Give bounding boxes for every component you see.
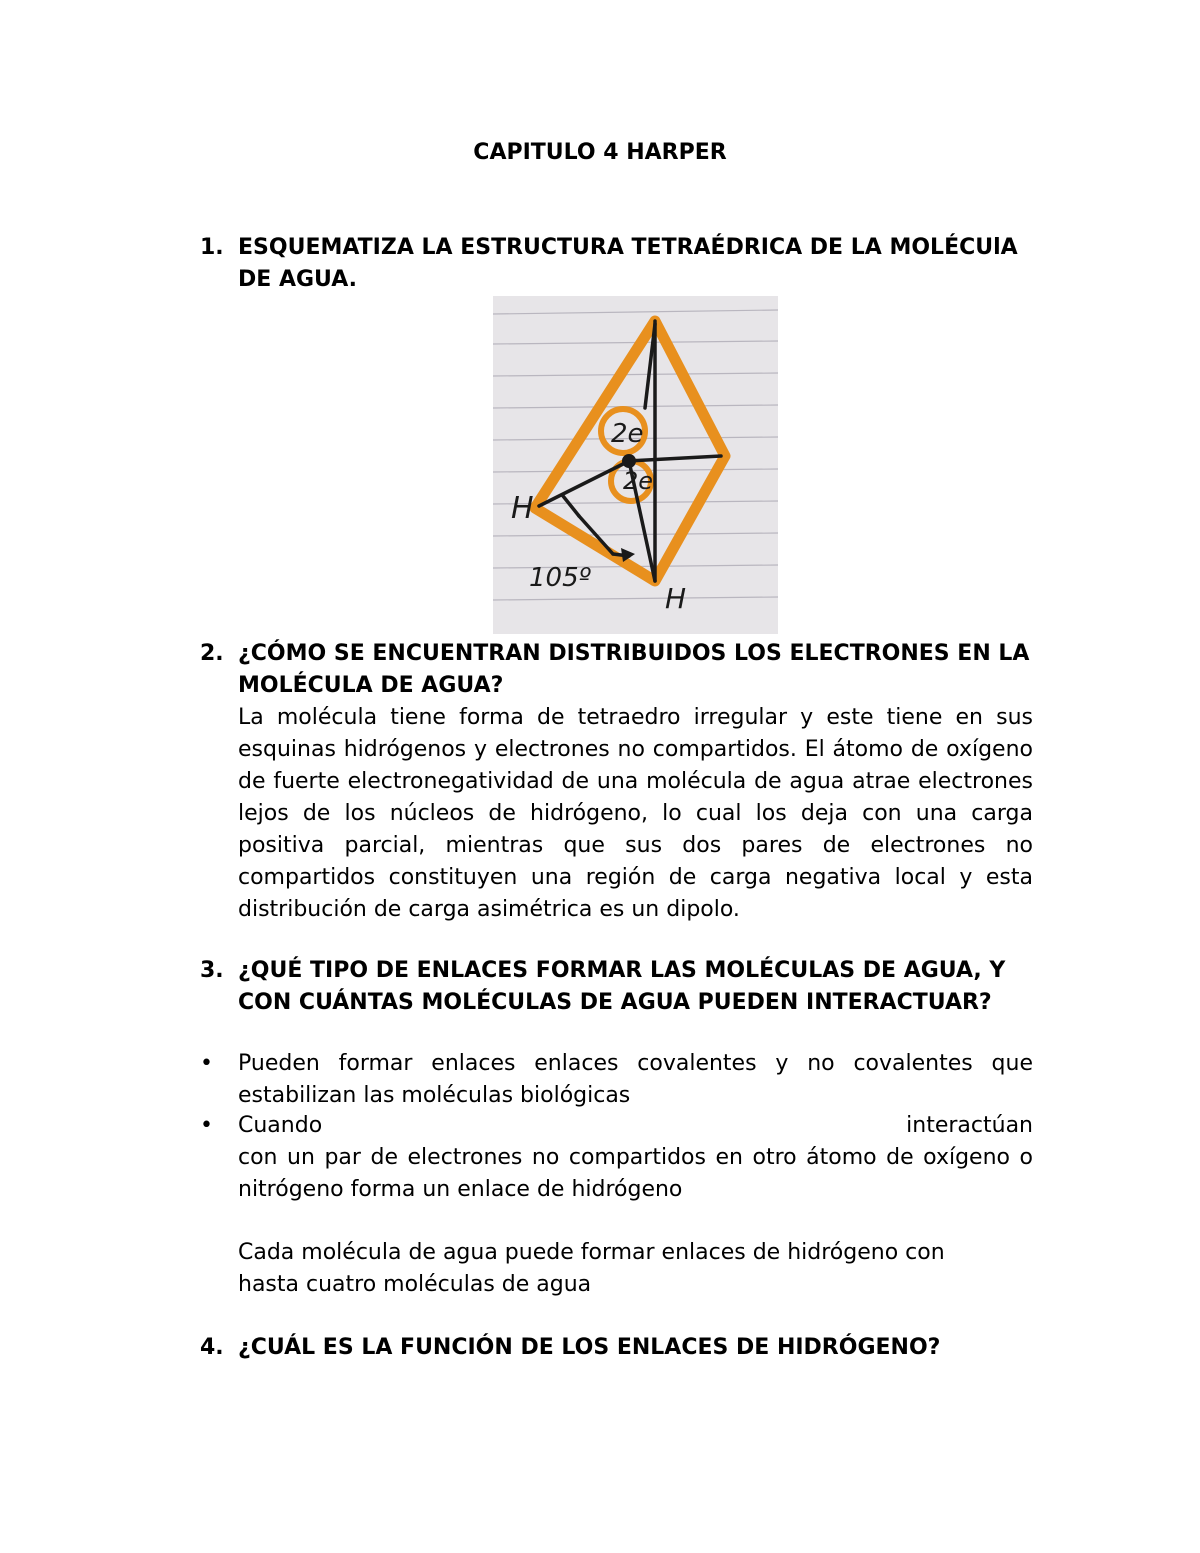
answer-2-paragraph: La molécula tiene forma de tetraedro irregular y este tiene en sus esquinas hidrógenos y electrones no compartidos. El átomo de oxígeno de fuerte electronegatividad de una molécula de agua atrae electrones lejos de los núcleos de hidrógeno, lo cual los deja con una carga positiva parcial, mientras que sus dos pares de electrones no compartidos constituyen una región de carga negativa local y esta distribución de carga asimétrica es un dipolo.: [238, 705, 1033, 922]
bullet-symbol: •: [200, 1113, 213, 1138]
answer-3-note: Cada molécula de agua puede formar enlaces de hidrógeno con hasta cuatro moléculas de agua: [238, 1240, 945, 1297]
bullet-first-line: [238, 1110, 1033, 1142]
bullet-item-1: [200, 1048, 1033, 1112]
question-number: 4.: [200, 1335, 224, 1360]
question-text: ¿CUÁL ES LA FUNCIÓN DE LOS ENLACES DE HIDRÓGENO?: [238, 1335, 941, 1360]
bullet-continuation: con un par de electrones no compartidos en otro átomo de oxígeno o nitrógeno forma un enlace de hidrógeno: [238, 1145, 1033, 1202]
question-number: 1.: [200, 235, 224, 260]
bullet-text-block: [238, 1110, 1033, 1206]
question-number: 2.: [200, 641, 224, 666]
question-text: ESQUEMATIZA LA ESTRUCTURA TETRAÉDRICA DE LA MOLÉCUlA DE AGUA.: [238, 235, 1018, 292]
hydrogen-label: H: [511, 491, 534, 526]
question-4: [200, 1332, 1040, 1364]
electron-label: 2e: [623, 467, 654, 495]
hydrogen-label: H: [665, 582, 687, 615]
question-text: ¿QUÉ TIPO DE ENLACES FORMAR LAS MOLÉCULAS DE AGUA, Y CON CUÁNTAS MOLÉCULAS DE AGUA PUEDEN INTERACTUAR?: [238, 958, 1006, 1015]
bullet-first-word: Cuando: [238, 1113, 323, 1138]
question-number: 3.: [200, 958, 224, 983]
page-title: CAPITULO 4 HARPER: [473, 140, 727, 165]
water-tetrahedron-sketch: [493, 296, 778, 634]
question-3: [200, 955, 1040, 1019]
bullet-symbol: •: [200, 1051, 213, 1076]
question-text: ¿CÓMO SE ENCUENTRAN DISTRIBUIDOS LOS ELECTRONES EN LA MOLÉCULA DE AGUA?: [238, 641, 1030, 698]
bond-angle-label: 105º: [529, 563, 591, 593]
question-2: [200, 638, 1040, 702]
bullet-last-word: interactúan: [906, 1113, 1033, 1138]
bullet-item-2: [200, 1110, 1033, 1206]
electron-label: 2e: [611, 419, 644, 449]
oxygen-atom: [622, 454, 636, 468]
question-1: [200, 232, 1040, 296]
bullet-text: Pueden formar enlaces enlaces covalentes y no covalentes que estabilizan las moléculas biológicas: [238, 1051, 1033, 1108]
